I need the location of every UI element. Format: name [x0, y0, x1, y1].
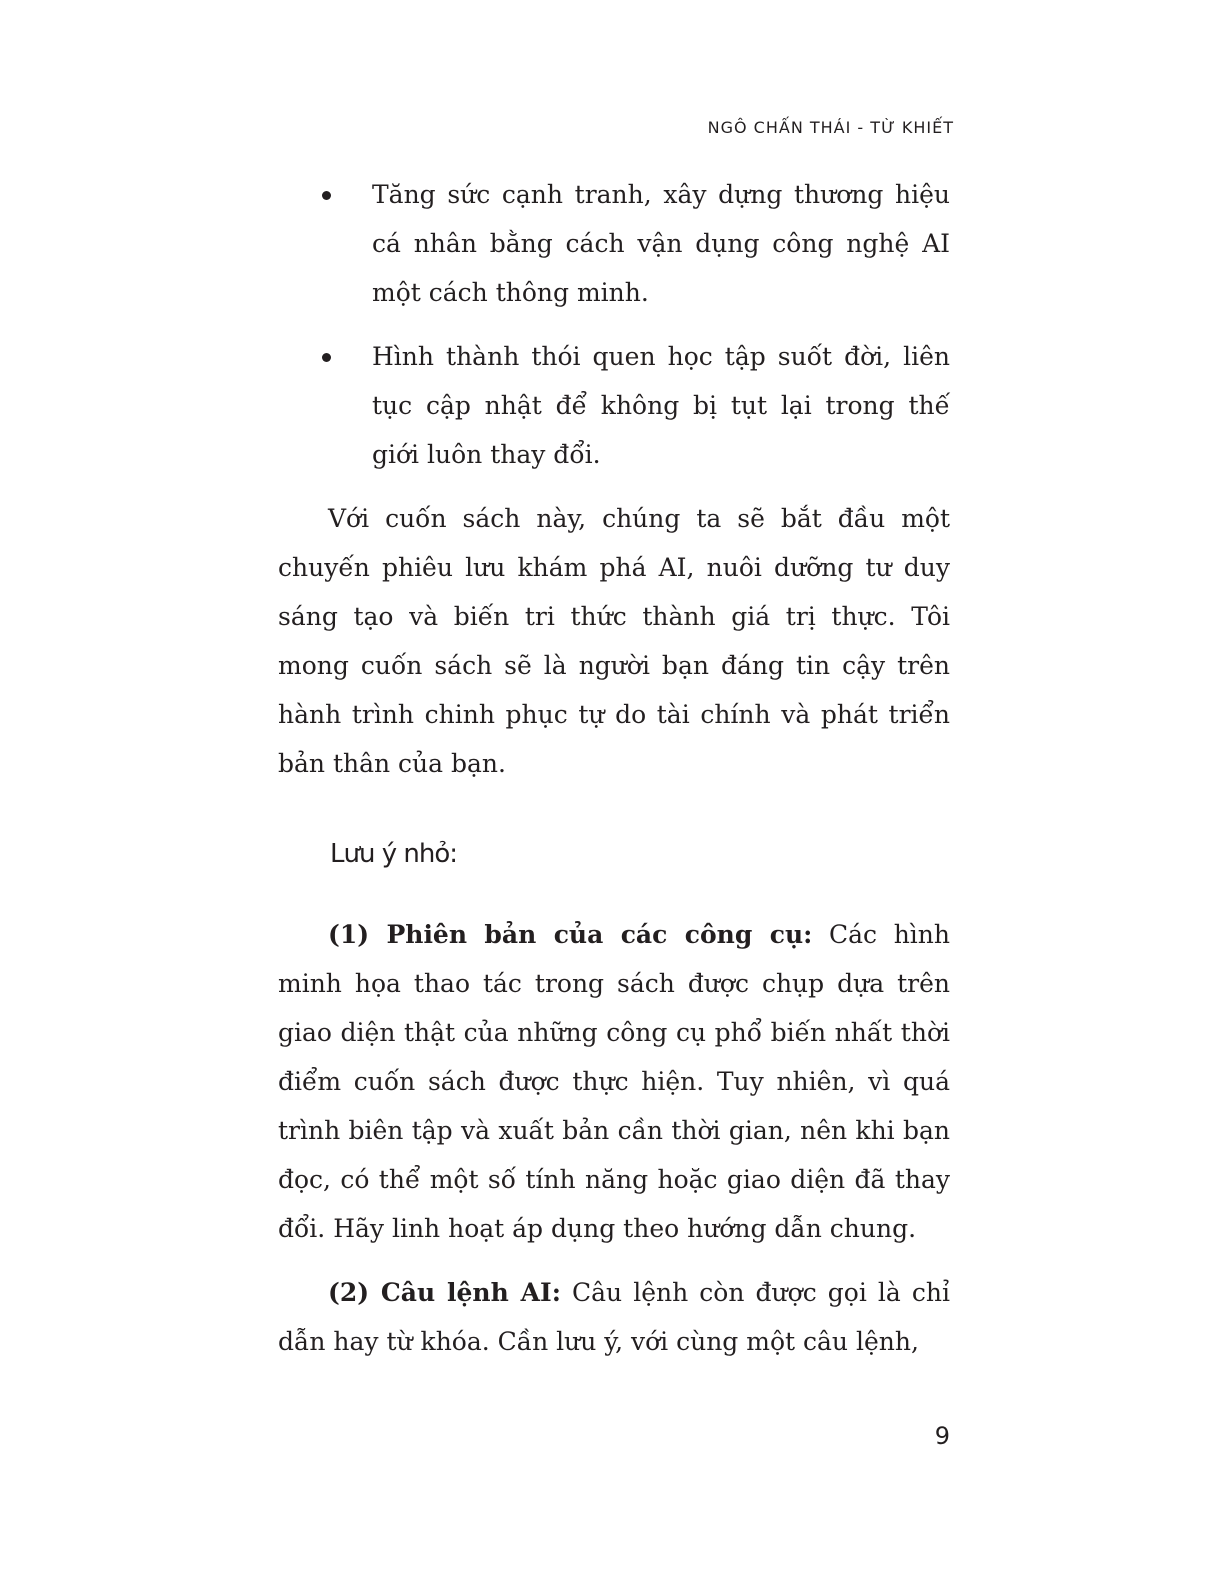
note-2-paragraph	[278, 1268, 950, 1366]
bullet-item	[278, 332, 950, 479]
note-1-text: Các hình minh họa thao tác trong sách được chụp dựa trên giao diện thật của những công cụ phổ biến nhất thời điểm cuốn sách được thực hiện. Tuy nhiên, vì quá trình biên tập và xuất bản cần thời gian, nên khi bạn đọc, có thể một số tính năng hoặc giao diện đã thay đổi. Hãy linh hoạt áp dụng theo hướng dẫn chung.	[278, 920, 951, 1243]
page-number: 9	[934, 1422, 950, 1450]
note-1-paragraph	[278, 910, 950, 1253]
intro-paragraph: Với cuốn sách này, chúng ta sẽ bắt đầu một chuyến phiêu lưu khám phá AI, nuôi dưỡng tư duy sáng tạo và biến tri thức thành giá trị thực. Tôi mong cuốn sách sẽ là người bạn đáng tin cậy trên hành trình chinh phục tự do tài chính và phát triển bản thân của bạn.	[278, 504, 950, 778]
bullet-text: Tăng sức cạnh tranh, xây dựng thương hiệu cá nhân bằng cách vận dụng công nghệ AI một cách thông minh.	[372, 180, 950, 307]
running-header: NGÔ CHẤN THÁI - TỪ KHIẾT	[707, 118, 954, 137]
note-2-label: (2) Câu lệnh AI:	[328, 1278, 561, 1307]
bullet-dot-icon	[322, 191, 331, 200]
note-2-text: Câu lệnh còn được gọi là chỉ dẫn hay từ khóa. Cần lưu ý, với cùng một câu lệnh,	[278, 1278, 950, 1356]
bullet-list	[278, 170, 950, 479]
notes-heading: Lưu ý nhỏ:	[330, 839, 457, 869]
page-content	[278, 170, 950, 1381]
bullet-dot-icon	[322, 353, 331, 362]
bullet-item	[278, 170, 950, 317]
bullet-text: Hình thành thói quen học tập suốt đời, liên tục cập nhật để không bị tụt lại trong thế giới luôn thay đổi.	[372, 342, 950, 469]
note-1-label: (1) Phiên bản của các công cụ:	[328, 920, 813, 949]
